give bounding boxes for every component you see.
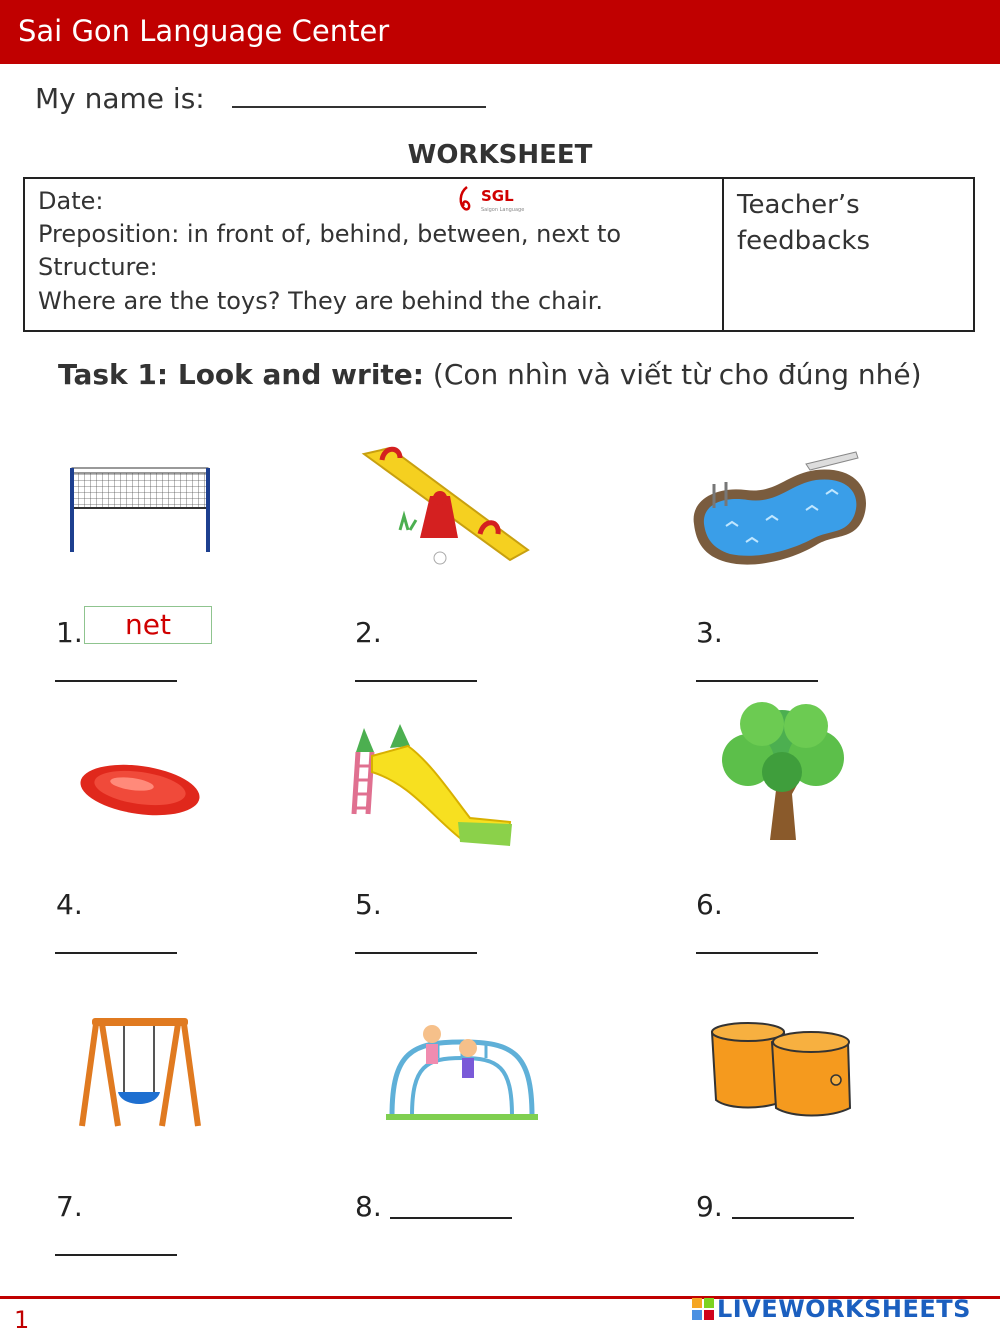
- slide-picture: [350, 722, 516, 850]
- task-translation: (Con nhìn và viết từ cho đúng nhé): [424, 358, 922, 391]
- item-number: 5.: [355, 888, 382, 921]
- answer-line[interactable]: [696, 952, 818, 954]
- name-blank[interactable]: [232, 106, 486, 108]
- teacher-feedback-line1: Teacher’s: [737, 190, 860, 220]
- item-number: 6.: [696, 888, 723, 921]
- swing-picture: [78, 1012, 202, 1130]
- lesson-info: [25, 179, 724, 330]
- answer-line[interactable]: [390, 1217, 512, 1219]
- answer-line[interactable]: [55, 680, 177, 682]
- answer-line[interactable]: [355, 952, 477, 954]
- frisbee-picture: [76, 760, 204, 820]
- teacher-feedback: [737, 187, 870, 259]
- tree-picture: [712, 700, 852, 846]
- center-name: Sai Gon Language Center: [18, 14, 390, 48]
- item-number: 2.: [355, 616, 382, 649]
- item-number: 3.: [696, 616, 723, 649]
- date-label: Date:: [38, 187, 104, 215]
- worksheet-title: WORKSHEET: [407, 140, 593, 170]
- answer-line[interactable]: [696, 680, 818, 682]
- swimming-pool-picture: [686, 450, 878, 574]
- answer-line[interactable]: [55, 952, 177, 954]
- answer-line[interactable]: [55, 1254, 177, 1256]
- svg-text:SGL: SGL: [481, 187, 514, 205]
- item-number: 9.: [696, 1190, 723, 1223]
- armbands-picture: [706, 1018, 854, 1118]
- net-picture: [66, 462, 214, 558]
- item-number: 4.: [56, 888, 83, 921]
- svg-text:Saigon Language: Saigon Language: [481, 207, 525, 213]
- seesaw-picture: [360, 446, 532, 572]
- item-number: 7.: [56, 1190, 83, 1223]
- climbing-frame-picture: [382, 1022, 542, 1122]
- example-sentence: Where are the toys? They are behind the chair.: [38, 287, 604, 315]
- name-label: My name is:: [35, 82, 205, 115]
- preposition-line: Preposition: in front of, behind, between, next to: [38, 220, 622, 248]
- brand-text: LIVEWORKSHEETS: [717, 1295, 971, 1323]
- item-number: 8.: [355, 1190, 382, 1223]
- teacher-feedback-line2: feedbacks: [737, 226, 870, 256]
- answer-box-1[interactable]: net: [84, 606, 212, 644]
- liveworksheets-logo-icon: [692, 1298, 714, 1320]
- task-title: Task 1: Look and write:: [58, 358, 424, 391]
- sgl-logo: [457, 183, 527, 215]
- task-instruction: [58, 358, 922, 391]
- page-number: 1: [14, 1306, 30, 1334]
- answer-line[interactable]: [732, 1217, 854, 1219]
- info-table: [23, 177, 975, 332]
- item-number: 1.: [56, 616, 83, 649]
- answer-line[interactable]: [355, 680, 477, 682]
- header-bar: [0, 0, 1000, 64]
- liveworksheets-brand[interactable]: [692, 1294, 971, 1324]
- structure-label: Structure:: [38, 253, 158, 281]
